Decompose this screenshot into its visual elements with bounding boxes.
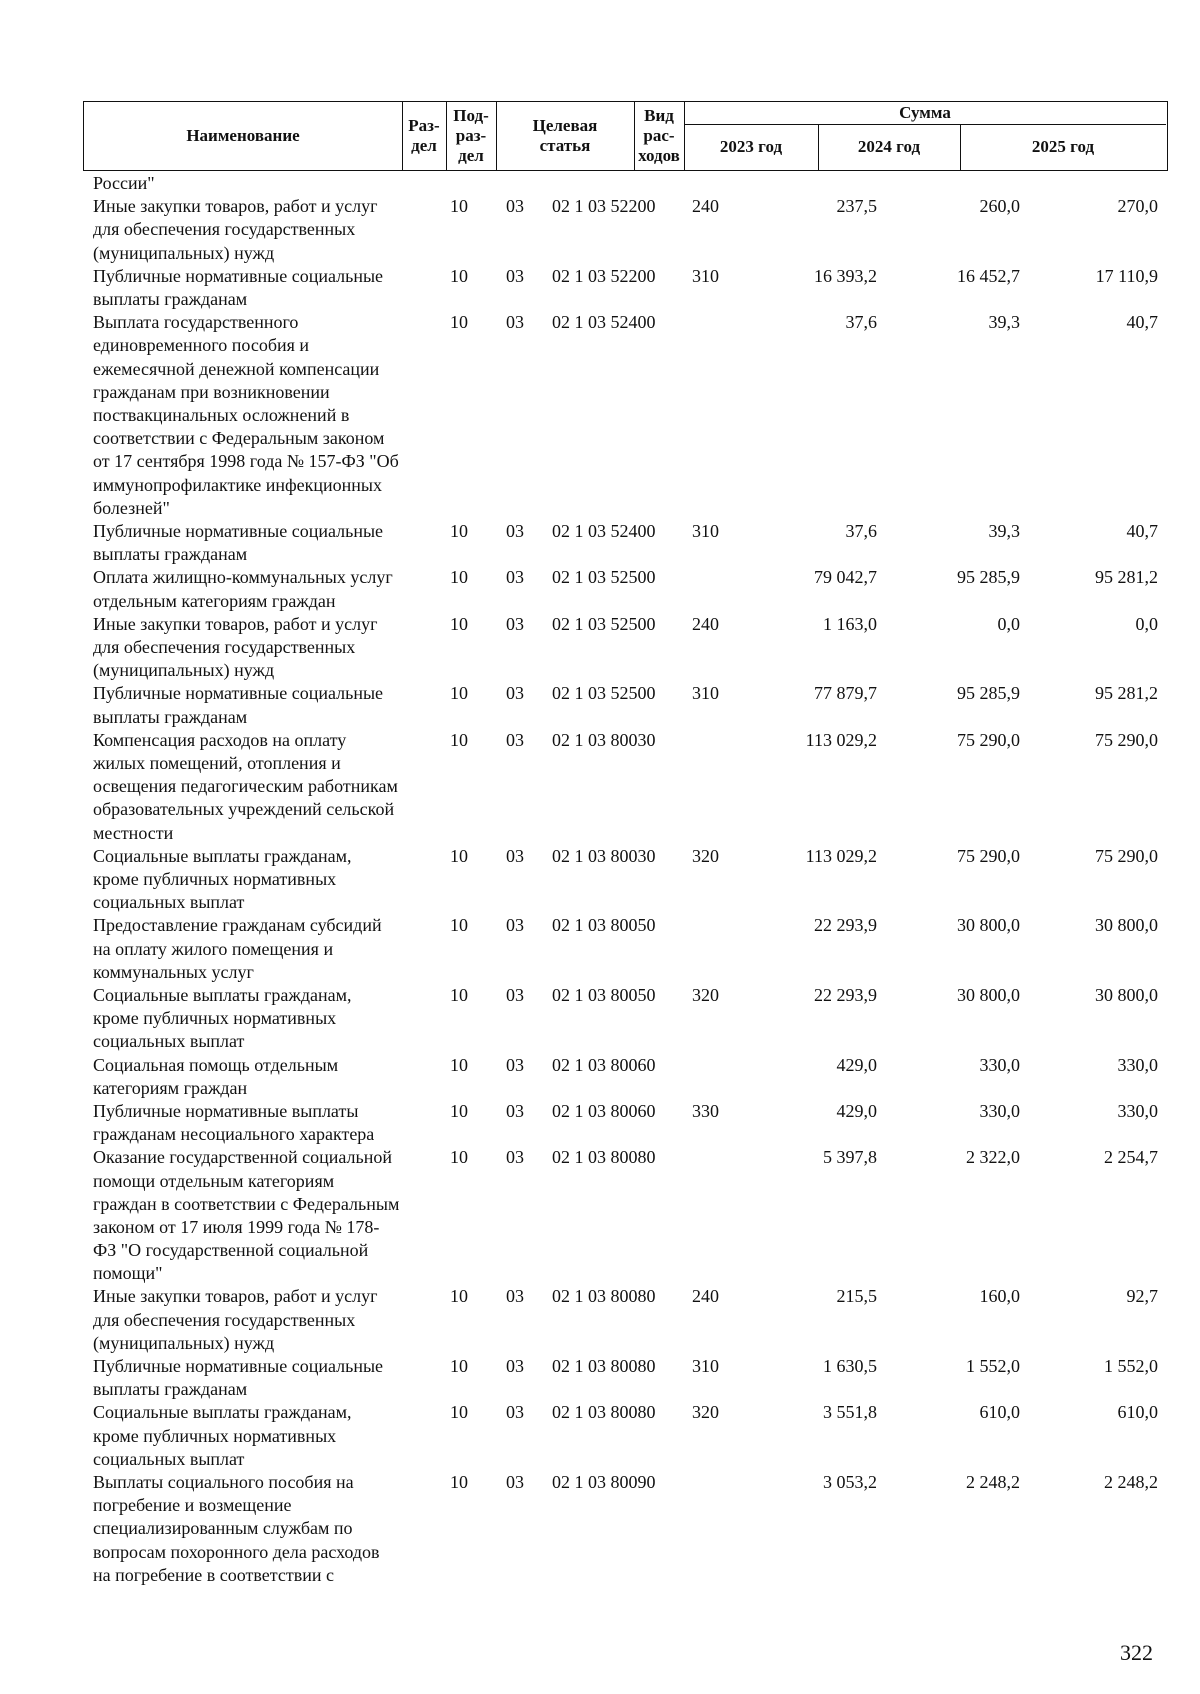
row-section: 10 <box>450 845 468 866</box>
row-sum-2024: 30 800,0 <box>957 984 1020 1005</box>
table-row <box>0 1285 1200 1355</box>
table-row <box>0 682 1200 728</box>
row-expense-type: 330 <box>692 1100 719 1121</box>
row-subsection: 03 <box>506 613 524 634</box>
row-sum-2023: 1 163,0 <box>823 613 877 634</box>
row-target: 02 1 03 80080 <box>552 1356 656 1377</box>
row-sum-2024: 1 552,0 <box>966 1356 1020 1377</box>
row-sum-2025: 95 281,2 <box>1095 567 1158 588</box>
row-name: Социальные выплаты гражданам, кроме публичных нормативных социальных выплат <box>93 984 352 1052</box>
row-sum-2023: 237,5 <box>836 196 877 217</box>
table-row <box>0 613 1200 683</box>
row-name: Публичные нормативные социальные выплаты гражданам <box>93 265 384 309</box>
row-sum-2025: 2 254,7 <box>1104 1147 1158 1168</box>
row-section: 10 <box>450 1100 468 1121</box>
row-target: 02 1 03 80060 <box>552 1054 656 1075</box>
row-subsection: 03 <box>506 520 524 541</box>
row-subsection: 03 <box>506 1472 524 1493</box>
row-sum-2023: 3 053,2 <box>823 1472 877 1493</box>
table-row <box>0 845 1200 915</box>
row-subsection: 03 <box>506 196 524 217</box>
row-sum-2023: 37,6 <box>845 520 877 541</box>
row-section: 10 <box>450 520 468 541</box>
header-year-2023: 2023 год <box>719 136 783 156</box>
header-sum: Сумма <box>899 103 951 122</box>
table-row <box>0 311 1200 520</box>
row-sum-2023: 429,0 <box>836 1100 877 1121</box>
row-subsection: 03 <box>506 1100 524 1121</box>
row-target: 02 1 03 80050 <box>552 984 656 1005</box>
row-subsection: 03 <box>506 1054 524 1075</box>
row-name: Социальные выплаты гражданам, кроме публичных нормативных социальных выплат <box>93 1402 352 1469</box>
row-expense-type: 310 <box>692 265 719 286</box>
row-section: 10 <box>450 567 468 588</box>
row-sum-2023: 22 293,9 <box>814 915 877 936</box>
table-row <box>0 195 1200 265</box>
row-section: 10 <box>450 683 468 704</box>
row-target: 02 1 03 52400 <box>552 520 656 541</box>
row-sum-2024: 160,0 <box>979 1286 1020 1307</box>
row-sum-2025: 270,0 <box>1117 196 1158 217</box>
row-sum-2025: 30 800,0 <box>1095 915 1158 936</box>
row-sum-2023: 5 397,8 <box>823 1147 877 1168</box>
row-subsection: 03 <box>506 1402 524 1423</box>
table-row <box>0 914 1200 984</box>
row-subsection: 03 <box>506 915 524 936</box>
table-row <box>0 566 1200 612</box>
row-section: 10 <box>450 1286 468 1307</box>
row-name: Публичные нормативные выплаты гражданам несоциального характера <box>93 1100 375 1145</box>
header-subsection: Под- раз- дел <box>453 105 489 165</box>
row-section: 10 <box>450 984 468 1005</box>
row-sum-2025: 2 248,2 <box>1104 1472 1158 1493</box>
row-sum-2023: 429,0 <box>836 1054 877 1075</box>
row-sum-2025: 0,0 <box>1135 613 1158 634</box>
row-sum-2025: 330,0 <box>1117 1054 1158 1075</box>
row-sum-2024: 610,0 <box>979 1402 1020 1423</box>
row-name: Иные закупки товаров, работ и услуг для обеспечения государственных (муниципальных) нужд <box>93 196 378 263</box>
row-expense-type: 310 <box>692 520 719 541</box>
row-sum-2024: 95 285,9 <box>957 567 1020 588</box>
table-row <box>0 1355 1200 1401</box>
row-name: Оказание государственной социальной помощи отдельным категориям граждан в соответствии с Федеральным законом от 17 июля 1999 года № 178- ФЗ "О государственной социальной помощи" <box>93 1147 400 1284</box>
row-section: 10 <box>450 1147 468 1168</box>
row-sum-2024: 39,3 <box>988 312 1020 333</box>
row-sum-2025: 330,0 <box>1117 1100 1158 1121</box>
row-target: 02 1 03 52200 <box>552 196 656 217</box>
row-section: 10 <box>450 729 468 750</box>
row-subsection: 03 <box>506 567 524 588</box>
row-name: Компенсация расходов на оплату жилых помещений, отопления и освещения педагогическим работникам образовательных учреждений сельской местности <box>93 729 398 843</box>
row-name: Публичные нормативные социальные выплаты гражданам <box>93 1356 384 1400</box>
row-name: Иные закупки товаров, работ и услуг для обеспечения государственных (муниципальных) нужд <box>93 1286 378 1353</box>
row-target: 02 1 03 80030 <box>552 845 656 866</box>
table-row <box>0 1146 1200 1285</box>
row-sum-2024: 95 285,9 <box>957 683 1020 704</box>
row-expense-type: 310 <box>692 683 719 704</box>
row-sum-2024: 330,0 <box>979 1054 1020 1075</box>
header-year-2025: 2025 год <box>1031 136 1095 156</box>
row-section: 10 <box>450 915 468 936</box>
table-row <box>0 1401 1200 1471</box>
row-expense-type: 320 <box>692 845 719 866</box>
row-sum-2023: 79 042,7 <box>814 567 877 588</box>
header-target: Целевая статья <box>532 115 598 155</box>
row-subsection: 03 <box>506 265 524 286</box>
row-sum-2023: 37,6 <box>845 312 877 333</box>
row-target: 02 1 03 80080 <box>552 1402 656 1423</box>
row-target: 02 1 03 80080 <box>552 1147 656 1168</box>
table-row <box>0 172 1200 195</box>
row-section: 10 <box>450 312 468 333</box>
row-sum-2025: 30 800,0 <box>1095 984 1158 1005</box>
table-body <box>0 172 1200 1587</box>
row-section: 10 <box>450 196 468 217</box>
table-row <box>0 1100 1200 1146</box>
header-expense-type: Вид рас- ходов <box>638 105 680 165</box>
row-target: 02 1 03 52400 <box>552 312 656 333</box>
row-subsection: 03 <box>506 312 524 333</box>
header-year-2024: 2024 год <box>857 136 921 156</box>
row-target: 02 1 03 80050 <box>552 915 656 936</box>
row-sum-2025: 1 552,0 <box>1104 1356 1158 1377</box>
row-expense-type: 240 <box>692 1286 719 1307</box>
row-section: 10 <box>450 613 468 634</box>
row-subsection: 03 <box>506 1286 524 1307</box>
row-section: 10 <box>450 1472 468 1493</box>
row-sum-2025: 95 281,2 <box>1095 683 1158 704</box>
table-row <box>0 520 1200 566</box>
row-subsection: 03 <box>506 984 524 1005</box>
row-name: Публичные нормативные социальные выплаты гражданам <box>93 683 384 727</box>
row-sum-2025: 75 290,0 <box>1095 845 1158 866</box>
row-sum-2025: 40,7 <box>1126 520 1158 541</box>
row-subsection: 03 <box>506 1356 524 1377</box>
page-number: 322 <box>1120 1640 1153 1665</box>
table-header <box>83 101 1168 171</box>
row-target: 02 1 03 80030 <box>552 729 656 750</box>
row-sum-2024: 2 322,0 <box>966 1147 1020 1168</box>
header-name: Наименование <box>186 125 300 145</box>
table-row <box>0 1054 1200 1100</box>
row-name: Оплата жилищно-коммунальных услуг отдельным категориям граждан <box>93 567 393 611</box>
row-target: 02 1 03 52500 <box>552 683 656 704</box>
row-sum-2023: 113 029,2 <box>805 845 877 866</box>
row-expense-type: 240 <box>692 613 719 634</box>
table-row <box>0 1471 1200 1587</box>
row-sum-2024: 75 290,0 <box>957 845 1020 866</box>
row-sum-2023: 22 293,9 <box>814 984 877 1005</box>
row-sum-2025: 92,7 <box>1126 1286 1158 1307</box>
row-name: Социальная помощь отдельным категориям граждан <box>93 1054 339 1098</box>
row-expense-type: 320 <box>692 1402 719 1423</box>
row-sum-2023: 215,5 <box>836 1286 877 1307</box>
row-target: 02 1 03 52500 <box>552 613 656 634</box>
row-sum-2023: 3 551,8 <box>823 1402 877 1423</box>
table-row <box>0 265 1200 311</box>
row-sum-2024: 0,0 <box>997 613 1020 634</box>
row-subsection: 03 <box>506 683 524 704</box>
row-sum-2023: 16 393,2 <box>814 265 877 286</box>
row-name: Выплата государственного единовременного пособия и ежемесячной денежной компенсации гражданам при возникновении поствакцинальных осложнений в соответствии с Федеральным законом от 17 сентября 1998 года № 157-ФЗ "Об иммунопрофилактике инфекционных болезней" <box>93 312 399 518</box>
row-section: 10 <box>450 1054 468 1075</box>
row-target: 02 1 03 52200 <box>552 265 656 286</box>
row-name: Социальные выплаты гражданам, кроме публичных нормативных социальных выплат <box>93 845 352 913</box>
table-row <box>0 729 1200 845</box>
row-name: Иные закупки товаров, работ и услуг для обеспечения государственных (муниципальных) нужд <box>93 613 378 681</box>
row-target: 02 1 03 52500 <box>552 567 656 588</box>
row-section: 10 <box>450 1402 468 1423</box>
row-expense-type: 310 <box>692 1356 719 1377</box>
table-row <box>0 984 1200 1054</box>
row-sum-2024: 75 290,0 <box>957 729 1020 750</box>
row-sum-2024: 30 800,0 <box>957 915 1020 936</box>
row-sum-2024: 260,0 <box>979 196 1020 217</box>
row-sum-2025: 40,7 <box>1126 312 1158 333</box>
row-sum-2024: 39,3 <box>988 520 1020 541</box>
row-sum-2023: 77 879,7 <box>814 683 877 704</box>
row-subsection: 03 <box>506 845 524 866</box>
row-section: 10 <box>450 265 468 286</box>
row-target: 02 1 03 80060 <box>552 1100 656 1121</box>
row-sum-2024: 330,0 <box>979 1100 1020 1121</box>
row-sum-2023: 1 630,5 <box>823 1356 877 1377</box>
row-subsection: 03 <box>506 1147 524 1168</box>
row-sum-2025: 610,0 <box>1117 1402 1158 1423</box>
row-sum-2024: 16 452,7 <box>957 265 1020 286</box>
row-name: Выплаты социального пособия на погребение и возмещение специализированным службам по вопросам похоронного дела расходов на погребение в соответствии с <box>93 1472 380 1585</box>
row-name: России" <box>93 173 155 193</box>
row-sum-2023: 113 029,2 <box>805 729 877 750</box>
row-expense-type: 320 <box>692 984 719 1005</box>
row-sum-2025: 75 290,0 <box>1095 729 1158 750</box>
row-name: Предоставление гражданам субсидий на оплату жилого помещения и коммунальных услуг <box>93 915 382 982</box>
row-name: Публичные нормативные социальные выплаты гражданам <box>93 520 384 565</box>
row-sum-2025: 17 110,9 <box>1095 265 1158 286</box>
header-section: Раз- дел <box>408 115 440 155</box>
row-target: 02 1 03 80080 <box>552 1286 656 1307</box>
row-target: 02 1 03 80090 <box>552 1472 656 1493</box>
row-sum-2024: 2 248,2 <box>966 1472 1020 1493</box>
row-subsection: 03 <box>506 729 524 750</box>
row-expense-type: 240 <box>692 196 719 217</box>
row-section: 10 <box>450 1356 468 1377</box>
